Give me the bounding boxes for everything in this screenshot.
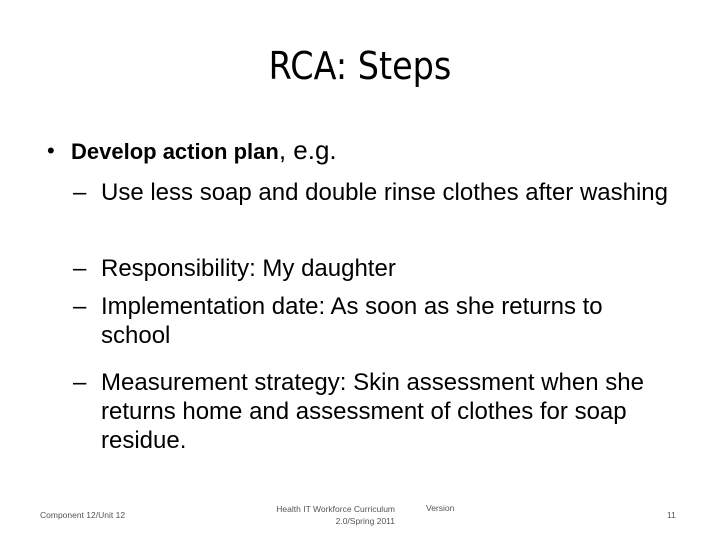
sub-item — [73, 178, 673, 207]
dash-icon: – — [73, 293, 87, 320]
bullet-icon: • — [47, 138, 55, 163]
dash-icon: – — [73, 179, 87, 206]
footer-curriculum-line2: 2.0/Spring 2011 — [335, 516, 395, 526]
sub-item-text: Measurement strategy: Skin assessment when she returns home and assessment of clothes for soap residue. — [101, 369, 644, 454]
bullet-text — [71, 136, 337, 166]
footer-curriculum-line1: Health IT Workforce Curriculum — [276, 504, 395, 514]
bullet-bold-text: Develop action plan — [71, 139, 279, 164]
sub-item-text: Responsibility: My daughter — [101, 255, 396, 282]
sub-item-text: Use less soap and double rinse clothes after washing — [101, 179, 668, 206]
bullet-suffix: , e.g. — [278, 135, 337, 165]
sub-item — [73, 368, 673, 455]
sub-item — [73, 292, 673, 350]
footer-component: Component 12/Unit 12 — [40, 510, 126, 520]
page-number: 11 — [667, 510, 676, 520]
footer-curriculum — [250, 503, 395, 527]
dash-icon: – — [73, 255, 87, 282]
sub-item — [73, 254, 673, 283]
sub-item-text: Implementation date: As soon as she returns to school — [101, 293, 603, 349]
footer-version: Version — [426, 503, 455, 513]
dash-icon: – — [73, 369, 87, 396]
slide-title: RCA: Steps — [268, 44, 452, 88]
